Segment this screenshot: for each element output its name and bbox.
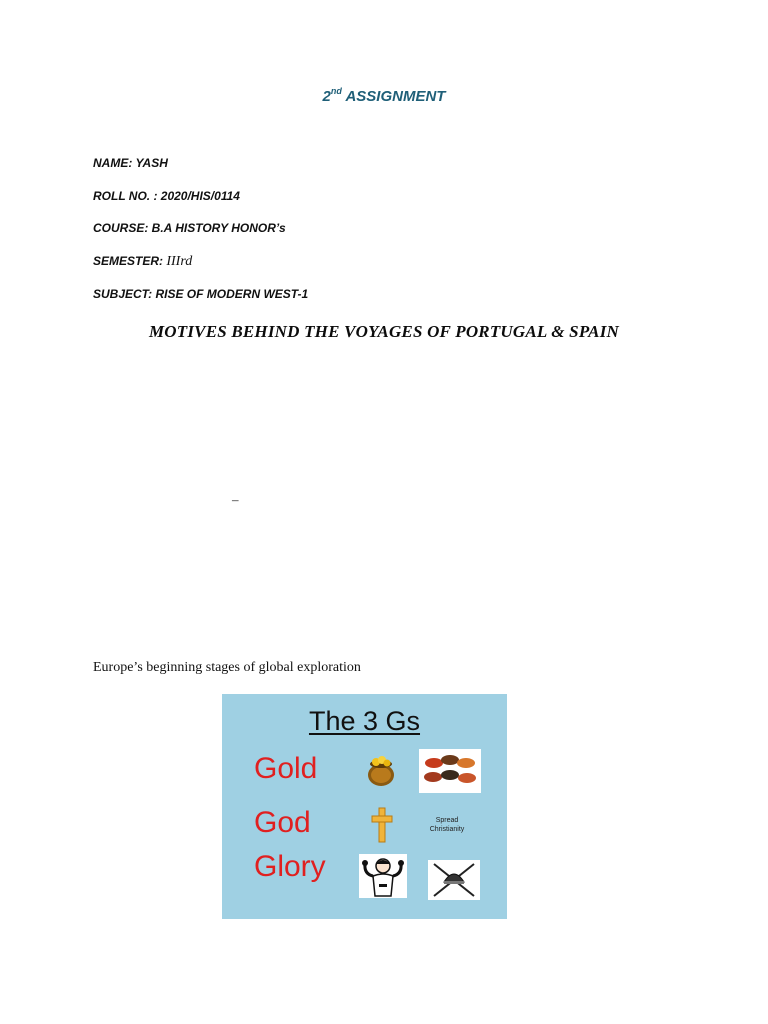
course: COURSE: B.A HISTORY HONOR’s	[93, 221, 286, 235]
assignment-heading	[0, 87, 768, 105]
semester-value: IIIrd	[166, 254, 193, 269]
semester-label: SEMESTER:	[93, 254, 164, 268]
heading-number: 2	[322, 88, 331, 105]
stray-dash: –	[232, 492, 239, 507]
spread-christianity-note: Spread Christianity	[429, 817, 465, 833]
subject: SUBJECT: RISE OF MODERN WEST-1	[93, 287, 309, 301]
roll-number: ROLL NO. : 2020/HIS/0114	[93, 189, 240, 203]
heading-label: ASSIGNMENT	[345, 88, 446, 105]
strongman-icon	[359, 854, 407, 898]
semester	[93, 254, 192, 270]
heading-superscript: nd	[330, 86, 342, 96]
gold-pot-icon	[365, 754, 397, 788]
student-name: NAME: YASH	[93, 156, 168, 170]
crossed-swords-icon	[428, 860, 480, 900]
image-caption: Europe’s beginning stages of global exploration	[93, 660, 361, 675]
word-glory: Glory	[254, 850, 326, 883]
cross-icon	[371, 807, 393, 843]
spices-icon	[419, 749, 481, 793]
word-gold: Gold	[254, 752, 318, 785]
slide-title: The 3 Gs	[308, 706, 421, 736]
word-god: God	[254, 806, 311, 839]
three-gs-slide	[222, 694, 507, 919]
document-title: MOTIVES BEHIND THE VOYAGES OF PORTUGAL & SPAIN	[148, 322, 619, 341]
